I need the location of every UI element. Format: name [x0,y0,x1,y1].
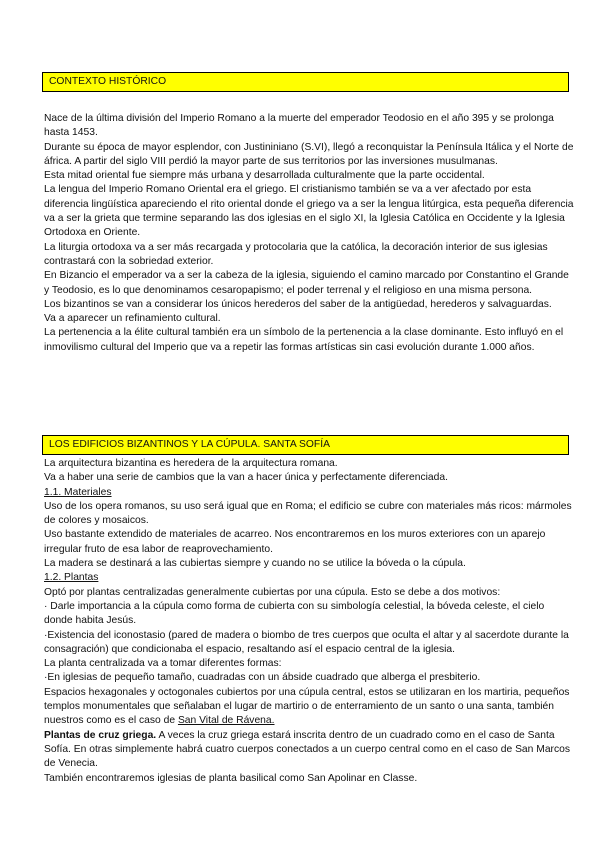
paragraph: Va a haber una serie de cambios que la van a hacer única y perfectamente diferenciada. [44,472,448,484]
paragraph: Uso de los opera romanos, su uso será igual que en Roma; el edificio se cubre con materiales más ricos: mármoles de colores y mosaicos. [44,500,572,527]
san-vital-link: San Vital de Rávena. [177,715,275,727]
paragraph: Optó por plantas centralizadas generalmente cubiertas por una cúpula. Esto se debe a dos motivos: [44,586,501,598]
paragraph: Uso bastante extendido de materiales de acarreo. Nos encontraremos en los muros exteriores con un aparejo irregular fruto de esa labor de reaprovechamiento. [44,529,546,555]
section-heading-contexto [42,72,569,92]
paragraph: La liturgia ortodoxa va a ser más recargada y protocolaria que la católica, la decoración interior de sus iglesias contrastará con la sobriedad exterior. [44,241,548,267]
paragraph: La planta centralizada va a tomar diferentes formas: [44,658,282,670]
paragraph: La arquitectura bizantina es heredera de la arquitectura romana. [44,458,338,469]
section-body-contexto [44,112,574,355]
paragraph-martiria [44,686,574,729]
paragraph-cruz-griega [44,729,574,772]
paragraph: La madera se destinará a las cubiertas siempre y cuando no se utilice la bóveda o la cúpula. [44,558,466,570]
section-heading-text: CONTEXTO HISTÓRICO [49,76,167,87]
paragraph: Durante su época de mayor esplendor, con Justininiano (S.VI), llegó a reconquistar la Península Itálica y el Norte de áfrica. A partir del siglo VIII perdió la mayor parte de sus territorios por las inversiones musulmanas. [44,141,574,167]
paragraph: La lengua del Imperio Romano Oriental era el griego. El cristianismo también se va a ver afectado por esta diferencia lingüística apareciendo el rito oriental donde el griego va a ser la lengua litúrgica, esta pequeña diferencia va a ser la grieta que termine separando las dos iglesias en el siglo XI, la Iglesia Católica en Occidente y la Iglesia Ortodoxa en Oriente. [44,184,574,239]
paragraph: ·En iglesias de pequeño tamaño, cuadradas con un ábside cuadrado que alberga el presbiterio. [44,672,481,684]
paragraph: Va a aparecer un refinamiento cultural. [44,313,221,325]
section-heading-text: LOS EDIFICIOS BIZANTINOS Y LA CÚPULA. SANTA SOFÍA [49,439,330,450]
paragraph: ·Existencia del iconostasio (pared de madera o biombo de tres cuerpos que oculta el altar y al sacerdote durante la consagración) que condicionaba el espacio, resaltando así el espacio central de la iglesia. [44,629,569,655]
cruz-griega-text: A veces la cruz griega estará inscrita dentro de un cuadrado como en el caso de Santa Sofía. En otras simplemente habrá cuatro cuerpos conectados a un cuerpo central como en el caso de San Marcos de Venecia. [44,729,571,770]
paragraph: La pertenencia a la élite cultural también era un símbolo de la pertenencia a la clase dominante. Esto influyó en el inmovilismo cultural del Imperio que va a repetir las formas artísticas sin casi evolución durante 1.000 años. [44,327,564,353]
subsection-title-materiales: 1.1. Materiales [44,486,112,498]
paragraph: · Darle importancia a la cúpula como forma de cubierta con su simbología celestial, la bóveda celeste, el cielo donde habita Jesús. [44,600,545,627]
paragraph: Esta mitad oriental fue siempre más urbana y desarrollada culturalmente que la parte occidental. [44,170,485,182]
paragraph: También encontraremos iglesias de planta basilical como San Apolinar en Classe. [44,772,418,784]
subsection-title-plantas: 1.2. Plantas [44,572,99,584]
cruz-griega-bold: Plantas de cruz griega. [44,729,157,741]
section-heading-edificios [42,435,569,455]
paragraph: Nace de la última división del Imperio Romano a la muerte del emperador Teodosio en el año 395 y se prolonga hasta 1453. [44,113,554,139]
paragraph: Los bizantinos se van a considerar los únicos herederos del saber de la antigüedad, herederos y salvaguardas. [44,298,552,310]
martiria-text: Espacios hexagonales y octogonales cubiertos por una cúpula central, estos se utilizaran en los martiria, pequeños templos monumentales que señalaban el lugar de martirio o de enterramiento de un santo o una santa, también nuestros como es el caso de [44,686,570,727]
section-body-edificios [44,457,574,786]
paragraph: En Bizancio el emperador va a ser la cabeza de la iglesia, siguiendo el camino marcado por Constantino el Grande y Teodosio, es lo que denominamos cesaropapismo; el poder terrenal y el religioso en una misma persona. [44,270,569,296]
